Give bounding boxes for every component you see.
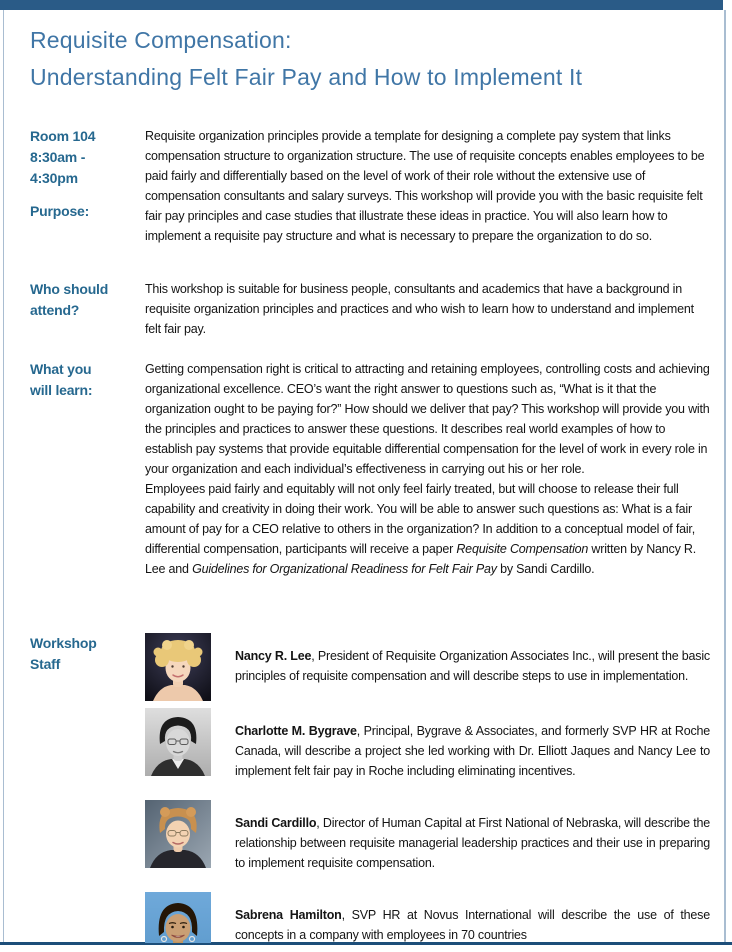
learn-label-line-2: will learn: (30, 382, 93, 398)
staff-bio-text: , President of Requisite Organization Associates Inc., will present the basic principles of requisite compensation and will describe steps to use in implementation. (235, 648, 710, 683)
page-title-line-2: Understanding Felt Fair Pay and How to Implement It (30, 64, 583, 90)
section-workshop-staff (30, 633, 710, 943)
attend-label-line-1: Who should (30, 281, 109, 297)
staff-photo-sandi-cardillo (145, 800, 211, 868)
section-who-should-attend (30, 279, 710, 358)
left-page-border (3, 10, 4, 942)
learn-paragraph-2-text: written by Nancy R. Lee and (145, 542, 696, 576)
learn-paragraph-2 (145, 479, 710, 579)
time-end-label: 4:30pm (30, 170, 78, 186)
attend-body-column (145, 279, 710, 358)
staff-name: Sandi Cardillo (235, 815, 317, 830)
staff-photo-nancy-r-lee (145, 633, 211, 701)
staff-label-line-1: Workshop (30, 635, 97, 651)
staff-bio-text: , Principal, Bygrave & Associates, and formerly SVP HR at Roche Canada, will describe a project she led working with Dr. Elliott Jaques and Nancy Lee to implement felt fair pay in Roche including eliminating incentives. (235, 723, 710, 778)
section-purpose (30, 126, 710, 278)
staff-bio-sandi-cardillo (235, 813, 710, 873)
learn-paragraph-2-text: by Sandi Cardillo. (496, 562, 595, 576)
paper-title-guidelines: Guidelines for Organizational Readiness for Felt Fair Pay (192, 562, 497, 576)
staff-bio-text: , Director of Human Capital at First National of Nebraska, will describe the relationship between requisite managerial leadership practices and their use in preparing to implement requisite compensation. (235, 815, 710, 870)
learn-paragraph-2-text: Employees paid fairly and equitably will not only feel fairly treated, but will choose to release their full capability and creativity in doing their work. You will be able to answer such questions as: What is a fair amount of pay for a CEO relative to others in the organization? In addition to a conceptual model of fair, differential compensation, participants will receive a paper (145, 482, 695, 556)
right-page-border (724, 10, 726, 942)
staff-entry-nancy-r-lee (145, 633, 710, 701)
staff-photo-charlotte-m-bygrave (145, 708, 211, 776)
staff-entry-charlotte-m-bygrave (145, 708, 710, 793)
staff-label-line-2: Staff (30, 656, 61, 672)
attend-paragraph: This workshop is suitable for business people, consultants and academics that have a background in requisite organization principles and practices and who wish to learn how to understand and implement felt fair pay. (145, 282, 694, 336)
page-title-line-1: Requisite Compensation: (30, 27, 292, 53)
top-accent-bar (0, 0, 723, 10)
staff-label-column (30, 633, 145, 943)
staff-entry-sabrena-hamilton (145, 892, 710, 943)
purpose-label-column (30, 126, 145, 278)
learn-label-line-1: What you (30, 361, 92, 377)
staff-name: Charlotte M. Bygrave (235, 723, 357, 738)
time-start-label: 8:30am - (30, 149, 86, 165)
paper-title-requisite-compensation: Requisite Compensation (456, 542, 589, 556)
room-label: Room 104 (30, 128, 96, 144)
staff-entry-sandi-cardillo (145, 800, 710, 885)
learn-body-column (145, 359, 710, 632)
attend-label-line-2: attend? (30, 302, 80, 318)
section-what-you-will-learn (30, 359, 710, 632)
learn-paragraph-1: Getting compensation right is critical to attracting and retaining employees, controlling costs and achieving organizational excellence. CEO’s want the right answer to questions such as, “What is it that the organization ought to be paying for?” How should we deliver that pay? This workshop will provide you with the principles and practices to answer these questions. It describes real world examples of how to establish pay systems that provide equitable differential compensation for the level of work in every role in your organization and each individual’s effectiveness in carrying out his or her role. (145, 362, 710, 476)
staff-name: Nancy R. Lee (235, 648, 312, 663)
purpose-paragraph: Requisite organization principles provide a template for designing a complete pay system that links compensation structure to organization structure. The use of requisite concepts enables employees to be paid fairly and differentially based on the level of work of their role without the extensive use of compensation consultants and salary surveys. This workshop will provide you with the basic requisite felt fair pay principles and case studies that illustrate these ideas in practice. You will also learn how to implement a requisite pay structure and what is necessary to prepare the organization to do so. (145, 129, 705, 243)
staff-name: Sabrena Hamilton (235, 907, 342, 922)
staff-bio-text: , SVP HR at Novus International will describe the use of these concepts in a company with employees in 70 countries (235, 907, 710, 942)
staff-photo-sabrena-hamilton (145, 892, 211, 943)
purpose-body-column (145, 126, 710, 278)
purpose-label: Purpose: (30, 203, 90, 219)
attend-label-column (30, 279, 145, 358)
staff-bio-nancy-r-lee (235, 646, 710, 689)
staff-bio-sabrena-hamilton (235, 905, 710, 944)
learn-label-column (30, 359, 145, 632)
page-title (30, 22, 582, 96)
staff-bio-charlotte-m-bygrave (235, 721, 710, 781)
staff-list (145, 633, 710, 943)
